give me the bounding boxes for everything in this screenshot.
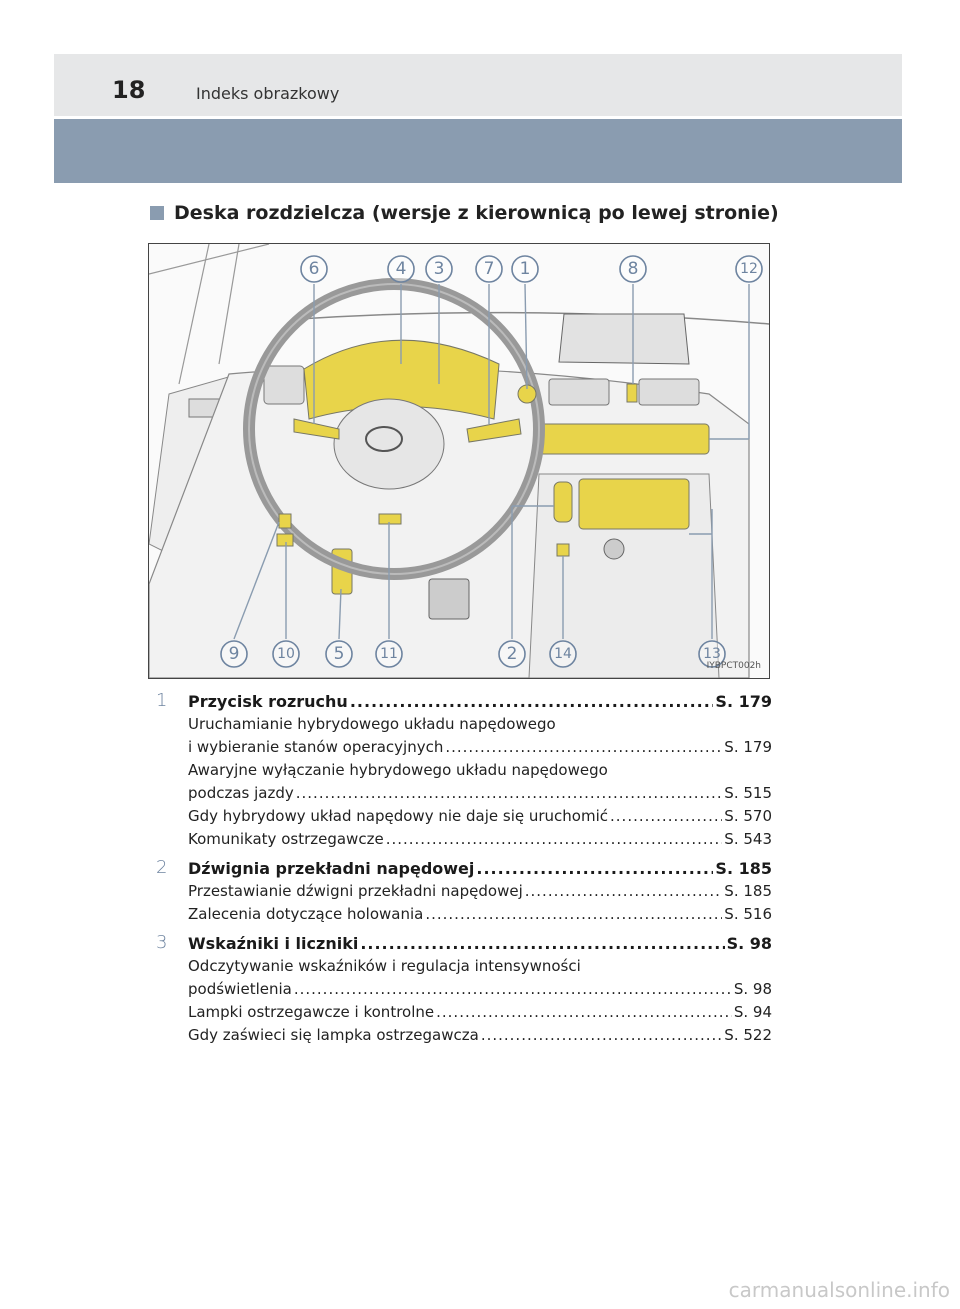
svg-text:13: 13 <box>703 646 721 662</box>
sub-entry: Przestawianie dźwigni przekładni napędowej ..... S. 185 <box>188 880 772 903</box>
callout-11 <box>376 641 402 667</box>
dashboard-figure <box>148 243 770 679</box>
header-bar <box>54 54 902 116</box>
sub-entry: Gdy zaświeci się lampka ostrzegawcza ..... S. 522 <box>188 1024 772 1047</box>
entry-title-row <box>188 857 772 880</box>
svg-text:14: 14 <box>554 646 572 662</box>
dot-leader <box>425 903 722 926</box>
sub-entry: Uruchamianie hybrydowego układu napędowego <box>188 715 556 733</box>
svg-text:2: 2 <box>506 644 518 664</box>
page-ref: S. 185 <box>715 859 772 878</box>
dot-leader <box>296 782 723 805</box>
dot-leader <box>610 805 722 828</box>
entry-number: 2 <box>156 857 168 878</box>
svg-text:5: 5 <box>333 644 345 664</box>
dot-leader <box>350 690 714 713</box>
dot-leader <box>476 857 713 880</box>
page-ref: S. 179 <box>715 692 772 711</box>
sub-entry: i wybieranie stanów operacyjnych ..... S. 179 <box>188 736 772 759</box>
sub-entry: Zalecenia dotyczące holowania ..... S. 516 <box>188 903 772 926</box>
svg-text:7: 7 <box>483 259 495 279</box>
sub-entry: Odczytywanie wskaźników i regulacja intensywności <box>188 957 581 975</box>
square-bullet-icon <box>150 206 164 220</box>
svg-text:3: 3 <box>433 259 445 279</box>
entry-title: Przycisk rozruchu <box>188 692 348 711</box>
entry-number: 3 <box>156 932 168 953</box>
callout-2 <box>499 641 525 667</box>
header-band <box>54 119 902 183</box>
entry-title: Wskaźniki i liczniki <box>188 934 359 953</box>
dot-leader <box>481 1024 722 1047</box>
image-code: IYBPCT002h <box>706 661 761 671</box>
entry-title-row <box>188 932 772 955</box>
section-heading <box>150 202 779 224</box>
svg-text:11: 11 <box>380 646 398 662</box>
entry-2 <box>150 857 772 926</box>
header-title: Indeks obrazkowy <box>196 84 340 103</box>
sub-entry: Komunikaty ostrzegawcze ..... S. 543 <box>188 828 772 851</box>
callout-6 <box>301 256 327 282</box>
svg-text:9: 9 <box>228 644 240 664</box>
svg-text:10: 10 <box>277 646 295 662</box>
dot-leader <box>445 736 722 759</box>
entry-number: 1 <box>156 690 168 711</box>
callout-10 <box>273 641 299 667</box>
callout-5 <box>326 641 352 667</box>
sub-entry: Lampki ostrzegawcze i kontrolne ..... S. 94 <box>188 1001 772 1024</box>
dot-leader <box>294 978 732 1001</box>
section-heading-text: Deska rozdzielcza (wersje z kierownicą po lewej stronie) <box>174 202 779 224</box>
entry-list <box>150 690 772 1053</box>
svg-text:4: 4 <box>395 259 407 279</box>
page-number: 18 <box>112 76 146 104</box>
dot-leader <box>525 880 723 903</box>
callout-3 <box>426 256 452 282</box>
svg-text:12: 12 <box>740 261 758 277</box>
entry-3 <box>150 932 772 1047</box>
watermark[interactable]: carmanualsonline.info <box>728 1278 950 1302</box>
page-ref: S. 98 <box>726 934 772 953</box>
callout-14 <box>550 641 576 667</box>
entry-title-row <box>188 690 772 713</box>
svg-text:8: 8 <box>627 259 639 279</box>
callout-12 <box>736 256 762 282</box>
svg-text:6: 6 <box>308 259 320 279</box>
sub-entry: podczas jazdy ..... S. 515 <box>188 782 772 805</box>
entry-title: Dźwignia przekładni napędowej <box>188 859 475 878</box>
callout-4 <box>388 256 414 282</box>
sub-entry: podświetlenia ..... S. 98 <box>188 978 772 1001</box>
sub-entry: Awaryjne wyłączanie hybrydowego układu napędowego <box>188 761 608 779</box>
callout-1 <box>512 256 538 282</box>
dot-leader <box>386 828 723 851</box>
sub-entry: Gdy hybrydowy układ napędowy nie daje się uruchomić ..... S. 570 <box>188 805 772 828</box>
callout-9 <box>221 641 247 667</box>
svg-text:1: 1 <box>519 259 531 279</box>
dot-leader <box>436 1001 732 1024</box>
callout-7 <box>476 256 502 282</box>
dot-leader <box>360 932 724 955</box>
callout-8 <box>620 256 646 282</box>
entry-1 <box>150 690 772 851</box>
dashboard-illustration <box>149 244 769 678</box>
